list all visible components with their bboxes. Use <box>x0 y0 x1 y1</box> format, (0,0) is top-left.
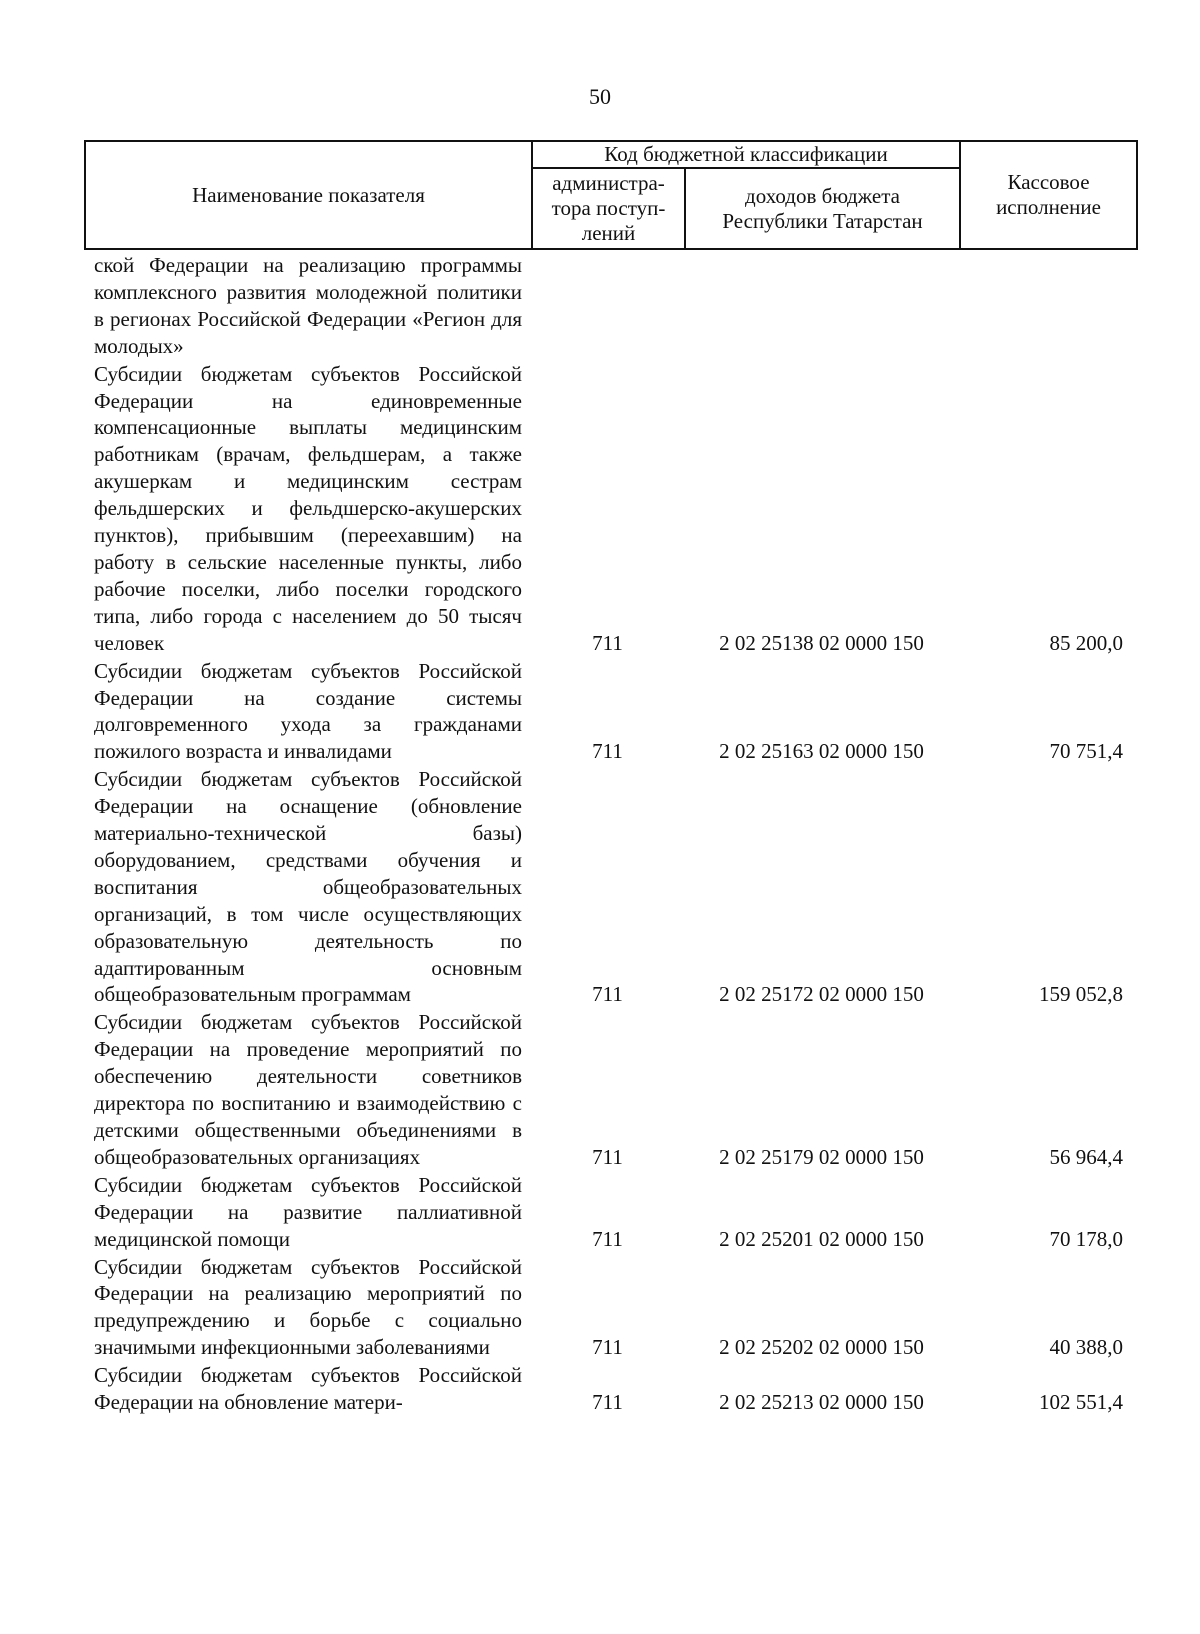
header-execution-label: Кассовое исполнение <box>996 170 1101 219</box>
table-body <box>84 252 1138 1417</box>
row-execution-value: 56 964,4 <box>1049 1144 1123 1169</box>
table-row <box>84 658 1138 766</box>
header-code-group <box>533 142 961 169</box>
row-income-code: 2 02 25179 02 0000 150 <box>719 1144 924 1169</box>
row-execution-value: 40 388,0 <box>1049 1335 1123 1360</box>
row-income-code: 2 02 25202 02 0000 150 <box>719 1335 924 1360</box>
row-name: Субсидии бюджетам субъектов Российской Федерации на единовременные компенсационные выплаты медицинским работникам (врачам, фельдшерам, а также акушеркам и медицинским сестрам фельдшерских и фельдшерско-акушерских пунктов), прибывшим (переехавшим) на работу в сельские населенные пункты, либо рабочие поселки, либо поселки городского типа, либо города с населением до 50 тысяч человек <box>94 361 522 655</box>
row-income-code: 2 02 25201 02 0000 150 <box>719 1226 924 1251</box>
row-name: ской Федерации на реализацию программы комплексного развития молодежной политики в регионах Российской Федерации «Регион для молодых» <box>94 253 522 358</box>
row-income-code: 2 02 25172 02 0000 150 <box>719 982 924 1007</box>
row-execution-value: 70 751,4 <box>1049 739 1123 764</box>
row-name: Субсидии бюджетам субъектов Российской Федерации на оснащение (обновление материально-технической базы) оборудованием, средствами обучения и воспитания общеобразовательных организаций, в том числе осуществляющих образовательную деятельность по адаптированным основным общеобразовательным программам <box>94 767 522 1007</box>
row-income-code: 2 02 25213 02 0000 150 <box>719 1390 924 1415</box>
page-number: 50 <box>589 84 611 109</box>
row-admin-code: 711 <box>592 1226 623 1251</box>
row-name: Субсидии бюджетам субъектов Российской Федерации на обновление матери- <box>94 1363 522 1415</box>
table-header <box>84 140 1138 250</box>
header-code-group-label: Код бюджетной классификации <box>604 142 888 166</box>
header-execution <box>961 142 1136 248</box>
row-name: Субсидии бюджетам субъектов Российской Федерации на реализацию мероприятий по предупреждению и борьбе с социально значимыми инфекционными заболеваниями <box>94 1254 522 1360</box>
row-name: Субсидии бюджетам субъектов Российской Федерации на создание системы долговременного ухода за гражданами пожилого возраста и инвалидами <box>94 658 522 764</box>
row-name: Субсидии бюджетам субъектов Российской Федерации на развитие паллиативной медицинской помощи <box>94 1172 522 1251</box>
row-admin-code: 711 <box>592 630 623 655</box>
row-execution-value: 85 200,0 <box>1049 630 1123 655</box>
header-admin-label: администра- тора поступ- лений <box>551 171 666 245</box>
table-row <box>84 1362 1138 1416</box>
header-income-label: доходов бюджета Республики Татарстан <box>722 183 923 233</box>
table-row <box>84 1172 1138 1253</box>
header-name-label: Наименование показателя <box>192 182 425 207</box>
table-row <box>84 1009 1138 1170</box>
table-row <box>84 361 1138 657</box>
table-row <box>84 1254 1138 1362</box>
row-admin-code: 711 <box>592 1390 623 1415</box>
table-row <box>84 252 1138 360</box>
header-name <box>86 142 533 248</box>
row-name: Субсидии бюджетам субъектов Российской Федерации на проведение мероприятий по обеспечению деятельности советников директора по воспитанию и взаимодействию с детскими общественными объединениями в общеобразовательных организациях <box>94 1010 522 1169</box>
row-execution-value: 159 052,8 <box>1039 982 1123 1007</box>
header-income <box>686 169 961 248</box>
table-row <box>84 766 1138 1008</box>
row-income-code: 2 02 25163 02 0000 150 <box>719 739 924 764</box>
row-execution-value: 70 178,0 <box>1049 1226 1123 1251</box>
row-admin-code: 711 <box>592 1335 623 1360</box>
row-income-code: 2 02 25138 02 0000 150 <box>719 630 924 655</box>
header-admin <box>533 169 686 248</box>
row-execution-value: 102 551,4 <box>1039 1390 1123 1415</box>
row-admin-code: 711 <box>592 1144 623 1169</box>
row-admin-code: 711 <box>592 739 623 764</box>
row-admin-code: 711 <box>592 982 623 1007</box>
